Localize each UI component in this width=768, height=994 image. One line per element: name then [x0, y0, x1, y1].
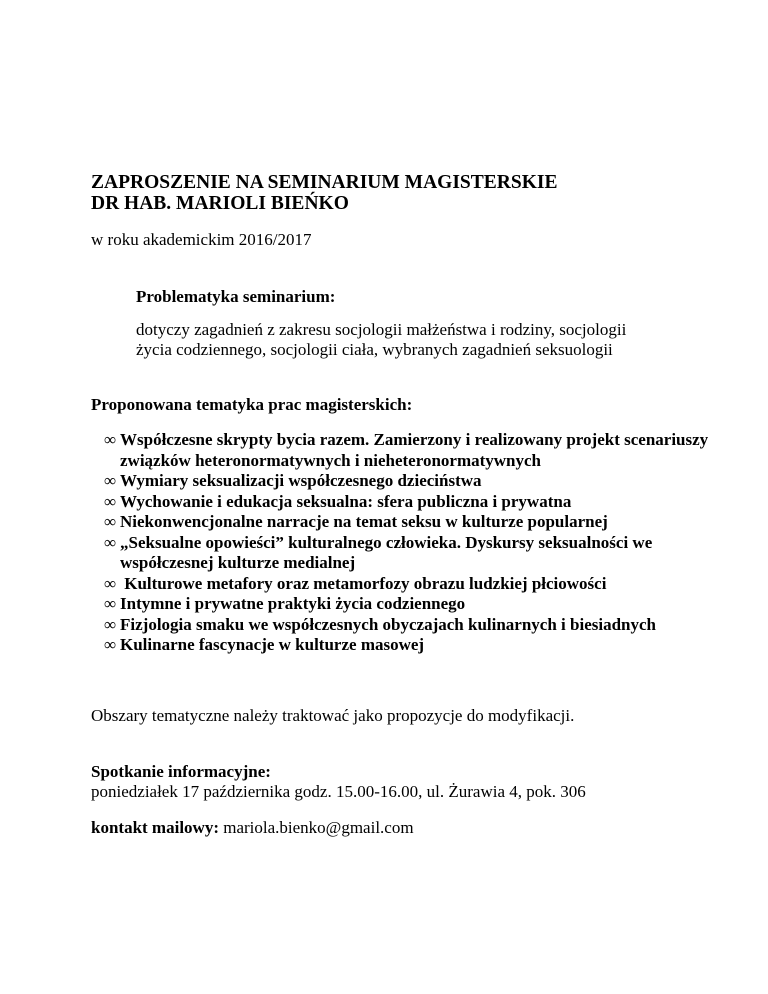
topic-text: Wychowanie i edukacja seksualna: sfera publiczna i prywatna	[120, 491, 572, 511]
infinity-bullet-icon: ∞	[104, 491, 117, 511]
contact-line	[91, 818, 414, 838]
infinity-bullet-icon: ∞	[104, 532, 117, 552]
topic-text: Współczesne skrypty bycia razem. Zamierzony i realizowany projekt scenariuszy związków heteronormatywnych i nieheteronormatywnych	[120, 430, 709, 470]
topic-item	[104, 574, 724, 595]
topic-text: Niekonwencjonalne narracje na temat seksu w kulturze popularnej	[120, 512, 608, 531]
problem-heading: Problematyka seminarium:	[136, 287, 336, 306]
infinity-bullet-icon: ∞	[104, 635, 117, 654]
meeting-heading: Spotkanie informacyjne:	[91, 762, 271, 781]
topic-item	[104, 635, 724, 656]
meeting-details: poniedziałek 17 października godz. 15.00-16.00, ul. Żurawia 4, pok. 306	[91, 782, 586, 801]
infinity-bullet-icon: ∞	[104, 512, 117, 531]
infinity-bullet-icon: ∞	[104, 573, 117, 593]
document-title	[91, 172, 557, 214]
topic-text: Wymiary seksualizacji współczesnego dzieciństwa	[120, 471, 482, 490]
modification-note: Obszary tematyczne należy traktować jako propozycje do modyfikacji.	[91, 706, 575, 725]
problem-line-1: dotyczy zagadnień z zakresu socjologii małżeństwa i rodziny, socjologii	[136, 320, 627, 339]
topic-text: „Seksualne opowieści” kulturalnego człowieka. Dyskursy seksualności we współczesnej kulturze medialnej	[120, 532, 653, 572]
topic-item	[104, 594, 724, 615]
topic-item	[104, 492, 724, 513]
problem-description	[136, 320, 736, 360]
topic-item	[104, 430, 724, 471]
infinity-bullet-icon: ∞	[104, 471, 117, 490]
infinity-bullet-icon: ∞	[104, 594, 117, 613]
contact-email: mariola.bienko@gmail.com	[223, 818, 414, 837]
topic-item	[104, 512, 724, 533]
topic-item	[104, 615, 724, 636]
topics-list	[104, 430, 724, 656]
infinity-bullet-icon: ∞	[104, 614, 117, 634]
infinity-bullet-icon: ∞	[104, 430, 117, 449]
topic-item	[104, 533, 724, 574]
title-line-2: DR HAB. MARIOLI BIEŃKO	[91, 193, 349, 214]
academic-year: w roku akademickim 2016/2017	[91, 230, 312, 249]
problem-line-2: życia codziennego, socjologii ciała, wybranych zagadnień seksuologii	[136, 340, 613, 359]
topic-text: Intymne i prywatne praktyki życia codziennego	[120, 594, 466, 613]
topic-text: Fizjologia smaku we współczesnych obyczajach kulinarnych i biesiadnych	[120, 614, 657, 634]
title-line-1: ZAPROSZENIE NA SEMINARIUM MAGISTERSKIE	[91, 172, 558, 193]
topic-text: Kulinarne fascynacje w kulturze masowej	[120, 635, 425, 654]
topic-text: Kulturowe metafory oraz metamorfozy obrazu ludzkiej płciowości	[120, 573, 607, 593]
topic-item	[104, 471, 724, 492]
contact-label: kontakt mailowy:	[91, 818, 219, 837]
topics-heading: Proponowana tematyka prac magisterskich:	[91, 395, 413, 414]
